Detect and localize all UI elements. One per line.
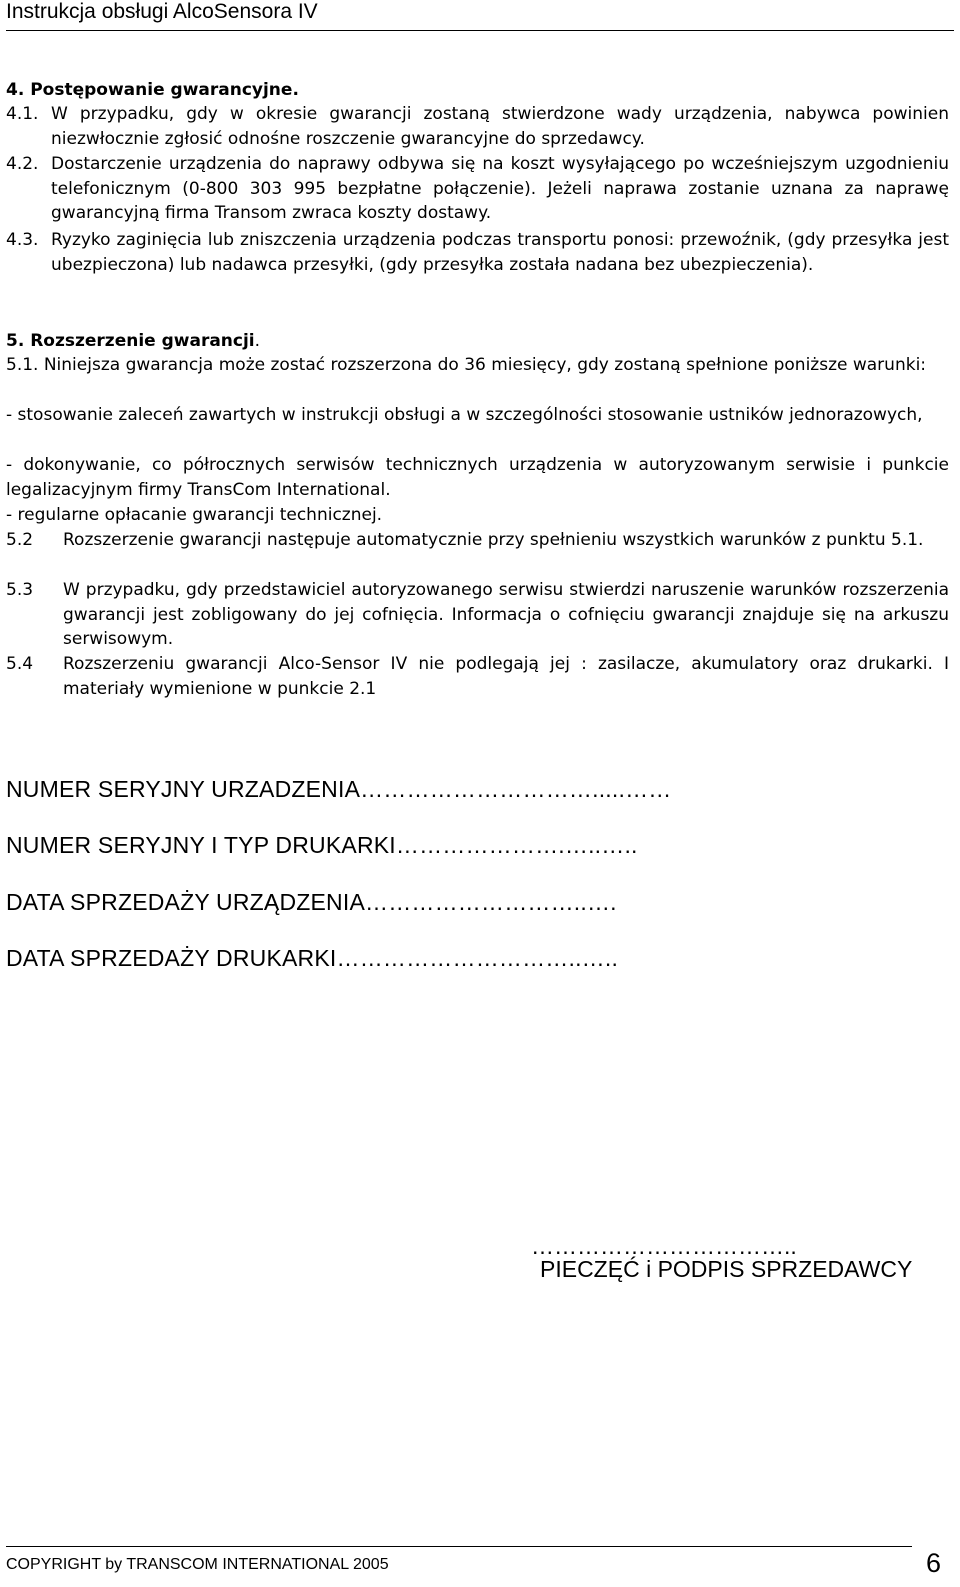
page-number: 6 <box>926 1548 942 1578</box>
condition-1: - stosowanie zaleceń zawartych w instrukcji obsługi a w szczególności stosowanie ustników jednorazowych, <box>6 405 923 425</box>
item-number: 5.4 <box>6 654 34 674</box>
section-5-4 <box>6 652 949 701</box>
item-text: W przypadku, gdy w okresie gwarancji zostaną stwierdzone wady urządzenia, nabywca powinien niezwłocznie zgłosić odnośne roszczenie gwarancyjne do sprzedawcy. <box>51 104 949 149</box>
footer-divider <box>6 1546 912 1547</box>
item-number: 4.1. <box>6 104 39 124</box>
item-number: 5.3 <box>6 580 34 600</box>
item-number: 4.3. <box>6 230 39 250</box>
section-5-3 <box>6 578 949 652</box>
signature-line: …………………………….. <box>531 1233 797 1259</box>
serial-device-field: NUMER SERYJNY URZADZENIA………………………….....…… <box>6 776 672 802</box>
page-header-title: Instrukcja obsługi AlcoSensora IV <box>6 0 318 23</box>
item-number: 4.2. <box>6 154 39 174</box>
item-text: W przypadku, gdy przedstawiciel autoryzowanego serwisu stwierdzi naruszenie warunków rozszerzenia gwarancji jest zobligowany do jej cofnięcia. Informacja o cofnięciu gwarancji znajduje się na arkuszu serwisowym. <box>63 580 949 649</box>
condition-2: - dokonywanie, co półrocznych serwisów technicznych urządzenia w autoryzowanym serwisie i punkcie legalizacyjnym firmy TransCom International. <box>6 455 949 500</box>
section-5-heading-text: 5. Rozszerzenie gwarancji <box>6 331 255 351</box>
signature-label: PIECZĘĆ i PODPIS SPRZEDAWCY <box>540 1256 913 1282</box>
section-4-heading: 4. Postępowanie gwarancyjne. <box>6 80 299 100</box>
section-5-heading-dot: . <box>254 331 261 351</box>
section-5-1: 5.1. Niniejsza gwarancja może zostać rozszerzona do 36 miesięcy, gdy zostaną spełnione poniższe warunki: <box>6 355 927 375</box>
section-5-2 <box>6 528 949 553</box>
sale-date-device-field: DATA SPRZEDAŻY URZĄDZENIA………………………..…. <box>6 889 617 915</box>
item-text: Rozszerzeniu gwarancji Alco-Sensor IV nie podlegają jej : zasilacze, akumulatory oraz drukarki. I materiały wymienione w punkcie 2.1 <box>63 654 949 699</box>
footer-copyright: COPYRIGHT by TRANSCOM INTERNATIONAL 2005 <box>6 1556 389 1573</box>
header-divider <box>6 30 954 31</box>
serial-printer-field: NUMER SERYJNY I TYP DRUKARKI………………….…..….. <box>6 832 638 858</box>
section-4-3 <box>6 228 949 277</box>
item-text: Rozszerzenie gwarancji następuje automatycznie przy spełnieniu wszystkich warunków z punktu 5.1. <box>63 530 924 550</box>
condition-3: - regularne opłacanie gwarancji technicznej. <box>6 505 383 525</box>
section-5-heading <box>6 329 949 354</box>
item-text: Dostarczenie urządzenia do naprawy odbywa się na koszt wysyłającego po wcześniejszym uzgodnieniu telefonicznym (0-800 303 995 bezpłatne połączenie). Jeżeli naprawa zostanie uznana za naprawę gwarancyjną firma Transom zwraca koszty dostawy. <box>51 154 949 223</box>
item-text: Ryzyko zaginięcia lub zniszczenia urządzenia podczas transportu ponosi: przewoźnik, (gdy przesyłka jest ubezpieczona) lub nadawca przesyłki, (gdy przesyłka została nadana bez ubezpieczenia). <box>51 230 949 275</box>
section-4-1 <box>6 102 949 151</box>
item-number: 5.2 <box>6 530 34 550</box>
section-4-2 <box>6 152 949 226</box>
sale-date-printer-field: DATA SPRZEDAŻY DRUKARKI…………………………..….. <box>6 945 619 971</box>
